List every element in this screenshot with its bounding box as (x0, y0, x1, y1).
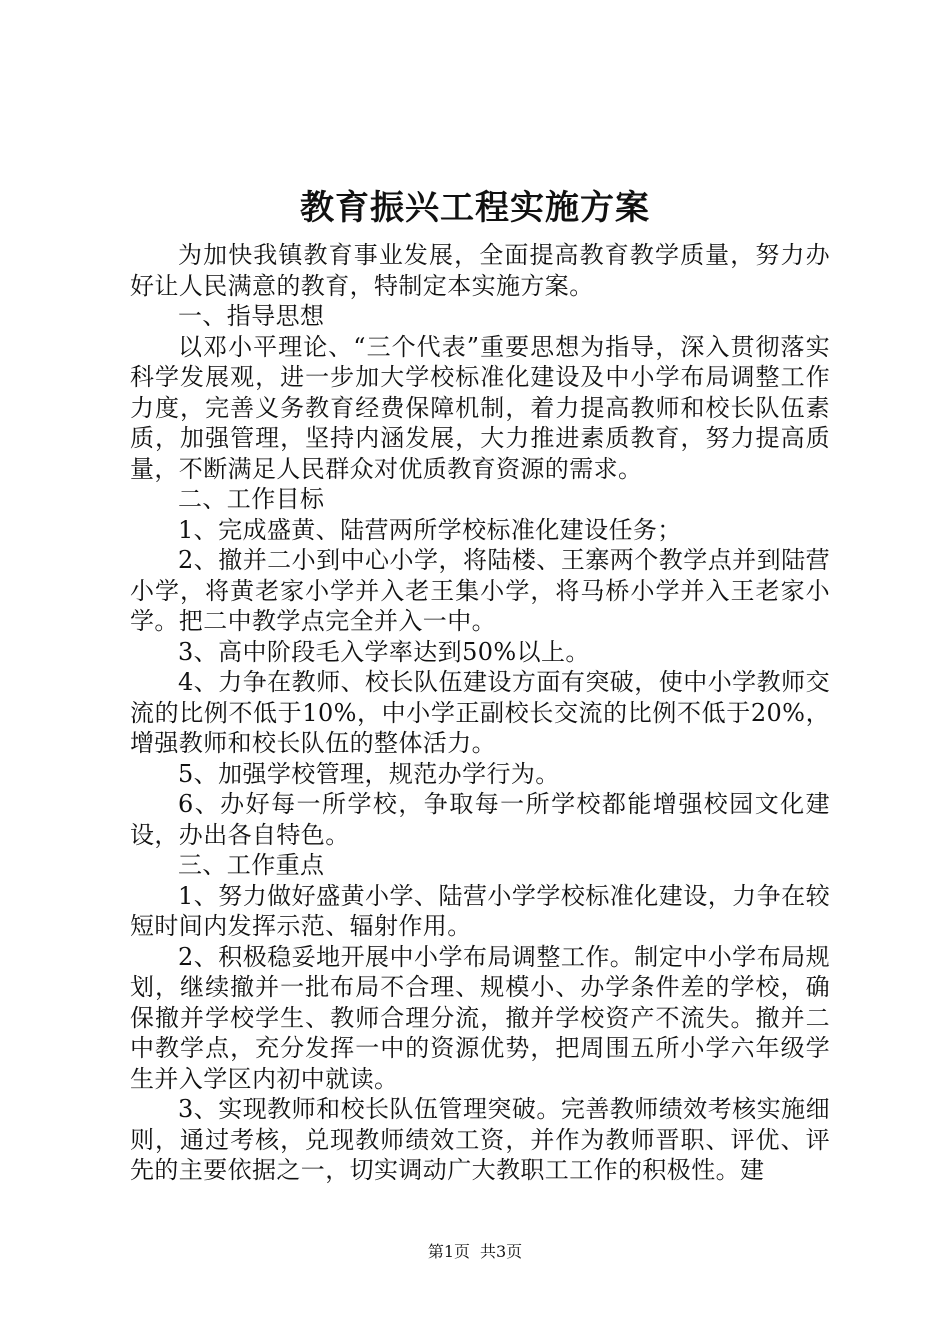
intro-paragraph: 为加快我镇教育事业发展，全面提高教育教学质量，努力办好让人民满意的教育，特制定本实施方案。 (130, 241, 830, 300)
goal-item-6: 6、办好每一所学校，争取每一所学校都能增强校园文化建设，办出各自特色。 (130, 790, 830, 849)
goal-item-2: 2、撤并二小到中心小学，将陆楼、王寨两个教学点并到陆营小学，将黄老家小学并入老王集小学，将马桥小学并入王老家小学。把二中教学点完全并入一中。 (130, 546, 830, 635)
section-heading-work-goals: 二、工作目标 (178, 485, 325, 513)
goal-item-5: 5、加强学校管理，规范办学行为。 (178, 759, 560, 788)
page-number: 第1页 (427, 1242, 470, 1261)
guiding-ideology-paragraph: 以邓小平理论、“三个代表”重要思想为指导，深入贯彻落实科学发展观，进一步加大学校标准化建设及中小学布局调整工作力度，完善义务教育经费保障机制，着力提高教师和校长队伍素质，加强管理，坚持内涵发展，大力推进素质教育，努力提高质量，不断满足人民群众对优质教育资源的需求。 (130, 332, 830, 483)
focus-item-2: 2、积极稳妥地开展中小学布局调整工作。制定中小学布局规划，继续撤并一批布局不合理、规模小、办学条件差的学校，确保撤并学校学生、教师合理分流，撤并学校资产不流失。撤并二中教学点，充分发挥一中的资源优势，把周围五所小学六年级学生并入学区内初中就读。 (130, 942, 830, 1093)
goal-item-4: 4、力争在教师、校长队伍建设方面有突破，使中小学教师交流的比例不低于10%，中小学正副校长交流的比例不低于20%，增强教师和校长队伍的整体活力。 (130, 668, 830, 757)
focus-item-1: 1、努力做好盛黄小学、陆营小学学校标准化建设，力争在较短时间内发挥示范、辐射作用。 (130, 881, 830, 940)
goal-item-1: 1、完成盛黄、陆营两所学校标准化建设任务； (178, 515, 682, 544)
focus-item-3: 3、实现教师和校长队伍管理突破。完善教师绩效考核实施细则，通过考核，兑现教师绩效工资，并作为教师晋职、评优、评先的主要依据之一，切实调动广大教职工工作的积极性。建 (130, 1095, 830, 1184)
page-footer (0, 1242, 950, 1262)
goal-item-3: 3、高中阶段毛入学率达到50%以上。 (178, 637, 590, 666)
document-title: 教育振兴工程实施方案 (300, 188, 650, 228)
section-heading-work-focus: 三、工作重点 (178, 851, 325, 879)
section-heading-guiding-ideology: 一、指导思想 (178, 302, 325, 330)
document-body (130, 240, 830, 1186)
page-total: 共3页 (480, 1242, 523, 1261)
